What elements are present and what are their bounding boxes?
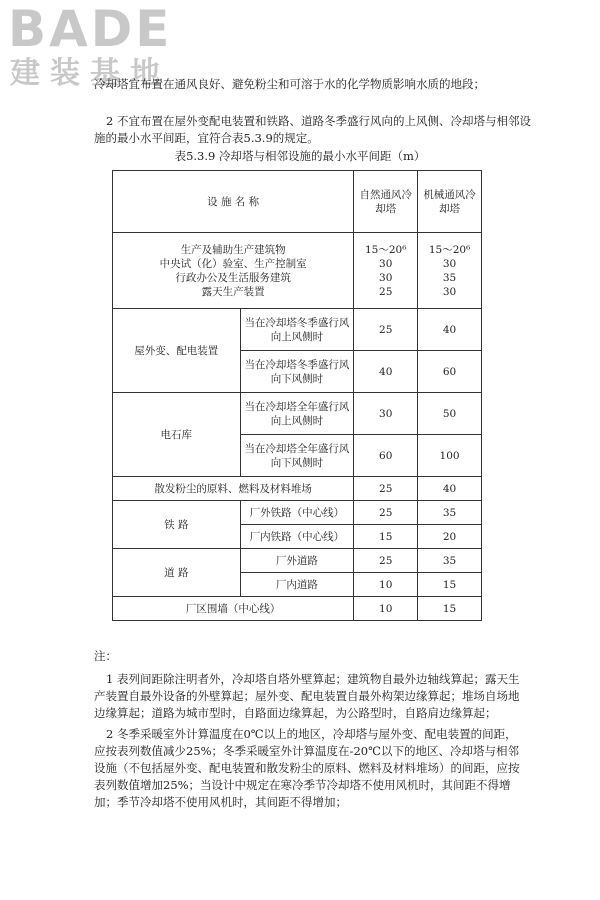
cell-value: 25 [354,309,418,351]
cell-value: 30 [442,257,457,270]
condition-cell: 当在冷却塔全年盛行风向下风侧时 [240,435,354,477]
condition-cell: 厂内铁路（中心线） [240,525,354,549]
cell-value: 35 [442,271,457,284]
condition-cell: 当在冷却塔冬季盛行风向上风侧时 [240,309,354,351]
cell-value: 25 [354,549,418,573]
cell-value: 40 [354,351,418,393]
table-row [113,597,482,621]
notes-section [94,648,524,811]
table-header-row [113,171,482,233]
note-1: 1 表列间距除注明者外，冷却塔自塔外壁算起；建筑物自最外边轴线算起；露天生产装置自最外设备的外壁算起；屋外变、配电装置自最外构架边缘算起；堆场自场地边缘算起；道路为城市型时，自路面边缘算起，为公路型时，自路肩边缘算起； [94,672,520,720]
condition-cell: 当在冷却塔全年盛行风向上风侧时 [240,393,354,435]
logo-brand: BADE [8,0,173,58]
spacing-table [112,170,482,621]
table-row [113,233,482,309]
table-row [113,477,482,501]
table-row [113,501,482,525]
cell-value: 15 [418,573,482,597]
logo-subtitle: 建装基地 [10,56,170,91]
header-natural: 自然通风冷却塔 [354,171,418,233]
cell-value: 100 [418,435,482,477]
notes-heading: 注： [94,649,117,663]
group1-name: 生产及辅助生产建筑物 [180,243,286,256]
cell-value: 15～20⁶ [428,243,471,256]
condition-cell: 厂外道路 [240,549,354,573]
group1-name: 露天生产装置 [201,285,265,298]
cell-value: 30 [354,393,418,435]
outdoor-substation-name: 屋外变、配电装置 [113,309,241,393]
cell-value: 25 [354,477,418,501]
cell-value: 60 [354,435,418,477]
header-mechanical: 机械通风冷却塔 [418,171,482,233]
group1-mechanical [418,233,482,309]
cell-value: 15～20⁶ [364,243,407,256]
cell-value: 15 [354,525,418,549]
condition-cell: 当在冷却塔冬季盛行风向下风侧时 [240,351,354,393]
note-2: 2 冬季采暖室外计算温度在0℃以上的地区，冷却塔与屋外变、配电装置的间距，应按表列数值减少25%；冬季采暖室外计算温度在-20℃以下的地区、冷却塔与相邻设施（不包括屋外变、配电装置和散发粉尘的原料、燃料及材料堆场）的间距，应按表列数值增加25%；当设计中规定在寒冷季节冷却塔不使用风机时，其间距不得增加；季节冷却塔不使用风机时，其间距不得增加； [94,727,520,809]
group1-name: 行政办公及生活服务建筑 [175,271,291,284]
table-row [113,549,482,573]
road-name: 道 路 [113,549,241,597]
group1-name: 中央试（化）验室、生产控制室 [159,257,307,270]
railway-name: 铁 路 [113,501,241,549]
cell-value: 20 [418,525,482,549]
dust-material-name: 散发粉尘的原料、燃料及材料堆场 [113,477,354,501]
condition-cell: 厂外铁路（中心线） [240,501,354,525]
cell-value: 40 [418,309,482,351]
paragraph-2: 2 不宜布置在屋外变配电装置和铁路、道路冬季盛行风向的上风侧、冷却塔与相邻设施的最小水平间距，宜符合表5.3.9的规定。 [94,114,531,145]
cell-value: 10 [354,597,418,621]
cell-value: 40 [418,477,482,501]
calcium-carbide-name: 电石库 [113,393,241,477]
group1-natural [354,233,418,309]
cell-value: 25 [354,501,418,525]
cell-value: 30 [379,257,393,270]
group1-names [113,233,354,309]
fence-name: 厂区围墙（中心线） [113,597,354,621]
paragraph-1: 冷却塔宜布置在通风良好、避免粉尘和可溶于水的化学物质影响水质的地段； [94,77,485,91]
cell-value: 35 [418,501,482,525]
cell-value: 60 [418,351,482,393]
cell-value: 10 [354,573,418,597]
cell-value: 30 [442,285,457,298]
table-row [113,309,482,351]
cell-value: 15 [418,597,482,621]
condition-cell: 厂内道路 [240,573,354,597]
cell-value: 50 [418,393,482,435]
cell-value: 25 [379,285,393,298]
table-row [113,393,482,435]
cell-value: 35 [418,549,482,573]
cell-value: 30 [379,271,393,284]
table-caption: 表5.3.9 冷却塔与相邻设施的最小水平间距（m） [174,149,426,163]
header-facility: 设 施 名 称 [113,171,354,233]
